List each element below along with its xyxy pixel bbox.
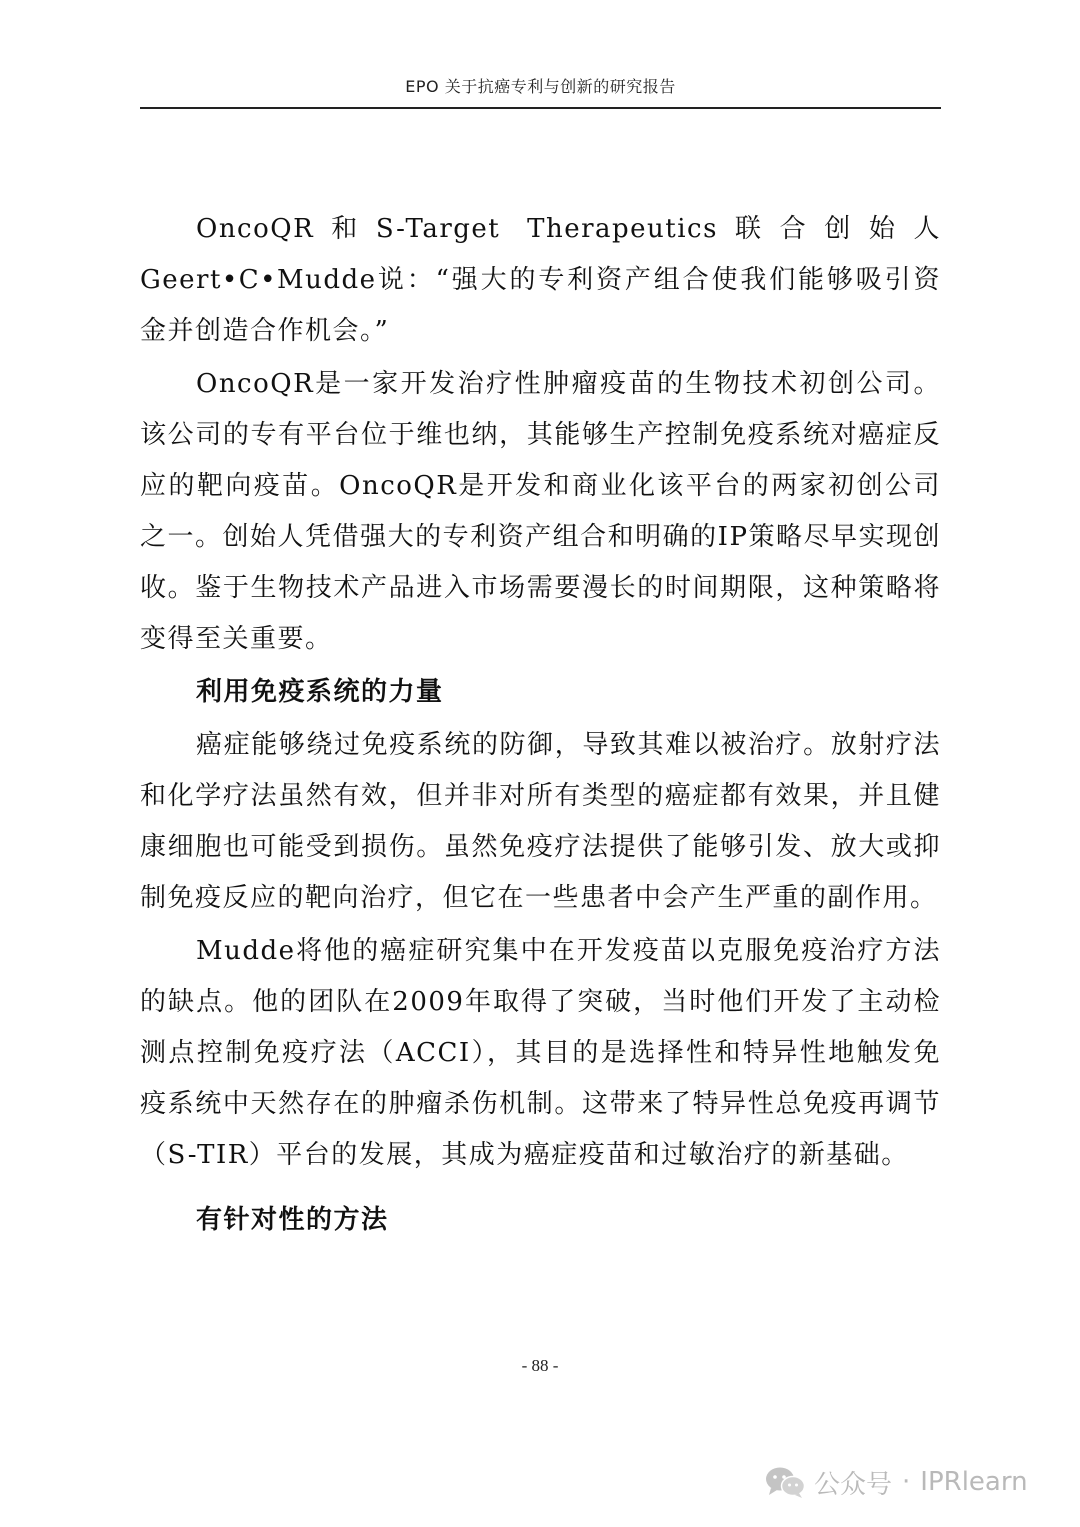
section-heading-targeted-approach: 有针对性的方法 [196,1205,389,1235]
page-header [140,74,941,109]
header-title: EPO 关于抗癌专利与创新的研究报告 [405,77,676,96]
wechat-icon [764,1465,806,1499]
paragraph-quote: OncoQR和S-Target Therapeutics联合创始人Geert•C•Mudde说：“强大的专利资产组合使我们能够吸引资金并创造合作机会。” [140,214,941,346]
paragraph-oncoqr: OncoQR是一家开发治疗性肿瘤疫苗的生物技术初创公司。该公司的专有平台位于维也纳，其能够生产控制免疫系统对癌症反应的靶向疫苗。OncoQR是开发和商业化该平台的两家初创公司之一。创始人凭借强大的专利资产组合和明确的IP策略尽早实现创收。鉴于生物技术产品进入市场需要漫长的时间期限，这种策略将变得至关重要。 [140,369,941,654]
watermark-account-name: IPRlearn [920,1467,1028,1497]
watermark-separator: · [902,1467,911,1497]
page-number: - 88 - [521,1356,559,1375]
wechat-watermark [764,1462,1028,1502]
watermark-account-label: 公众号 [814,1469,893,1500]
paragraph-mudde-research: Mudde将他的癌症研究集中在开发疫苗以克服免疫治疗方法的缺点。他的团队在2009年取得了突破，当时他们开发了主动检测点控制免疫疗法（ACCI），其目的是选择性和特异性地触发免疫系统中天然存在的肿瘤杀伤机制。这带来了特异性总免疫再调节（S-TIR）平台的发展，其成为癌症疫苗和过敏治疗的新基础。 [140,936,941,1170]
paragraph-cancer-therapy: 癌症能够绕过免疫系统的防御，导致其难以被治疗。放射疗法和化学疗法虽然有效，但并非对所有类型的癌症都有效果，并且健康细胞也可能受到损伤。虽然免疫疗法提供了能够引发、放大或抑制免疫反应的靶向治疗，但它在一些患者中会产生严重的副作用。 [140,730,941,913]
section-heading-immune-power: 利用免疫系统的力量 [196,677,444,707]
document-body [140,204,941,1246]
